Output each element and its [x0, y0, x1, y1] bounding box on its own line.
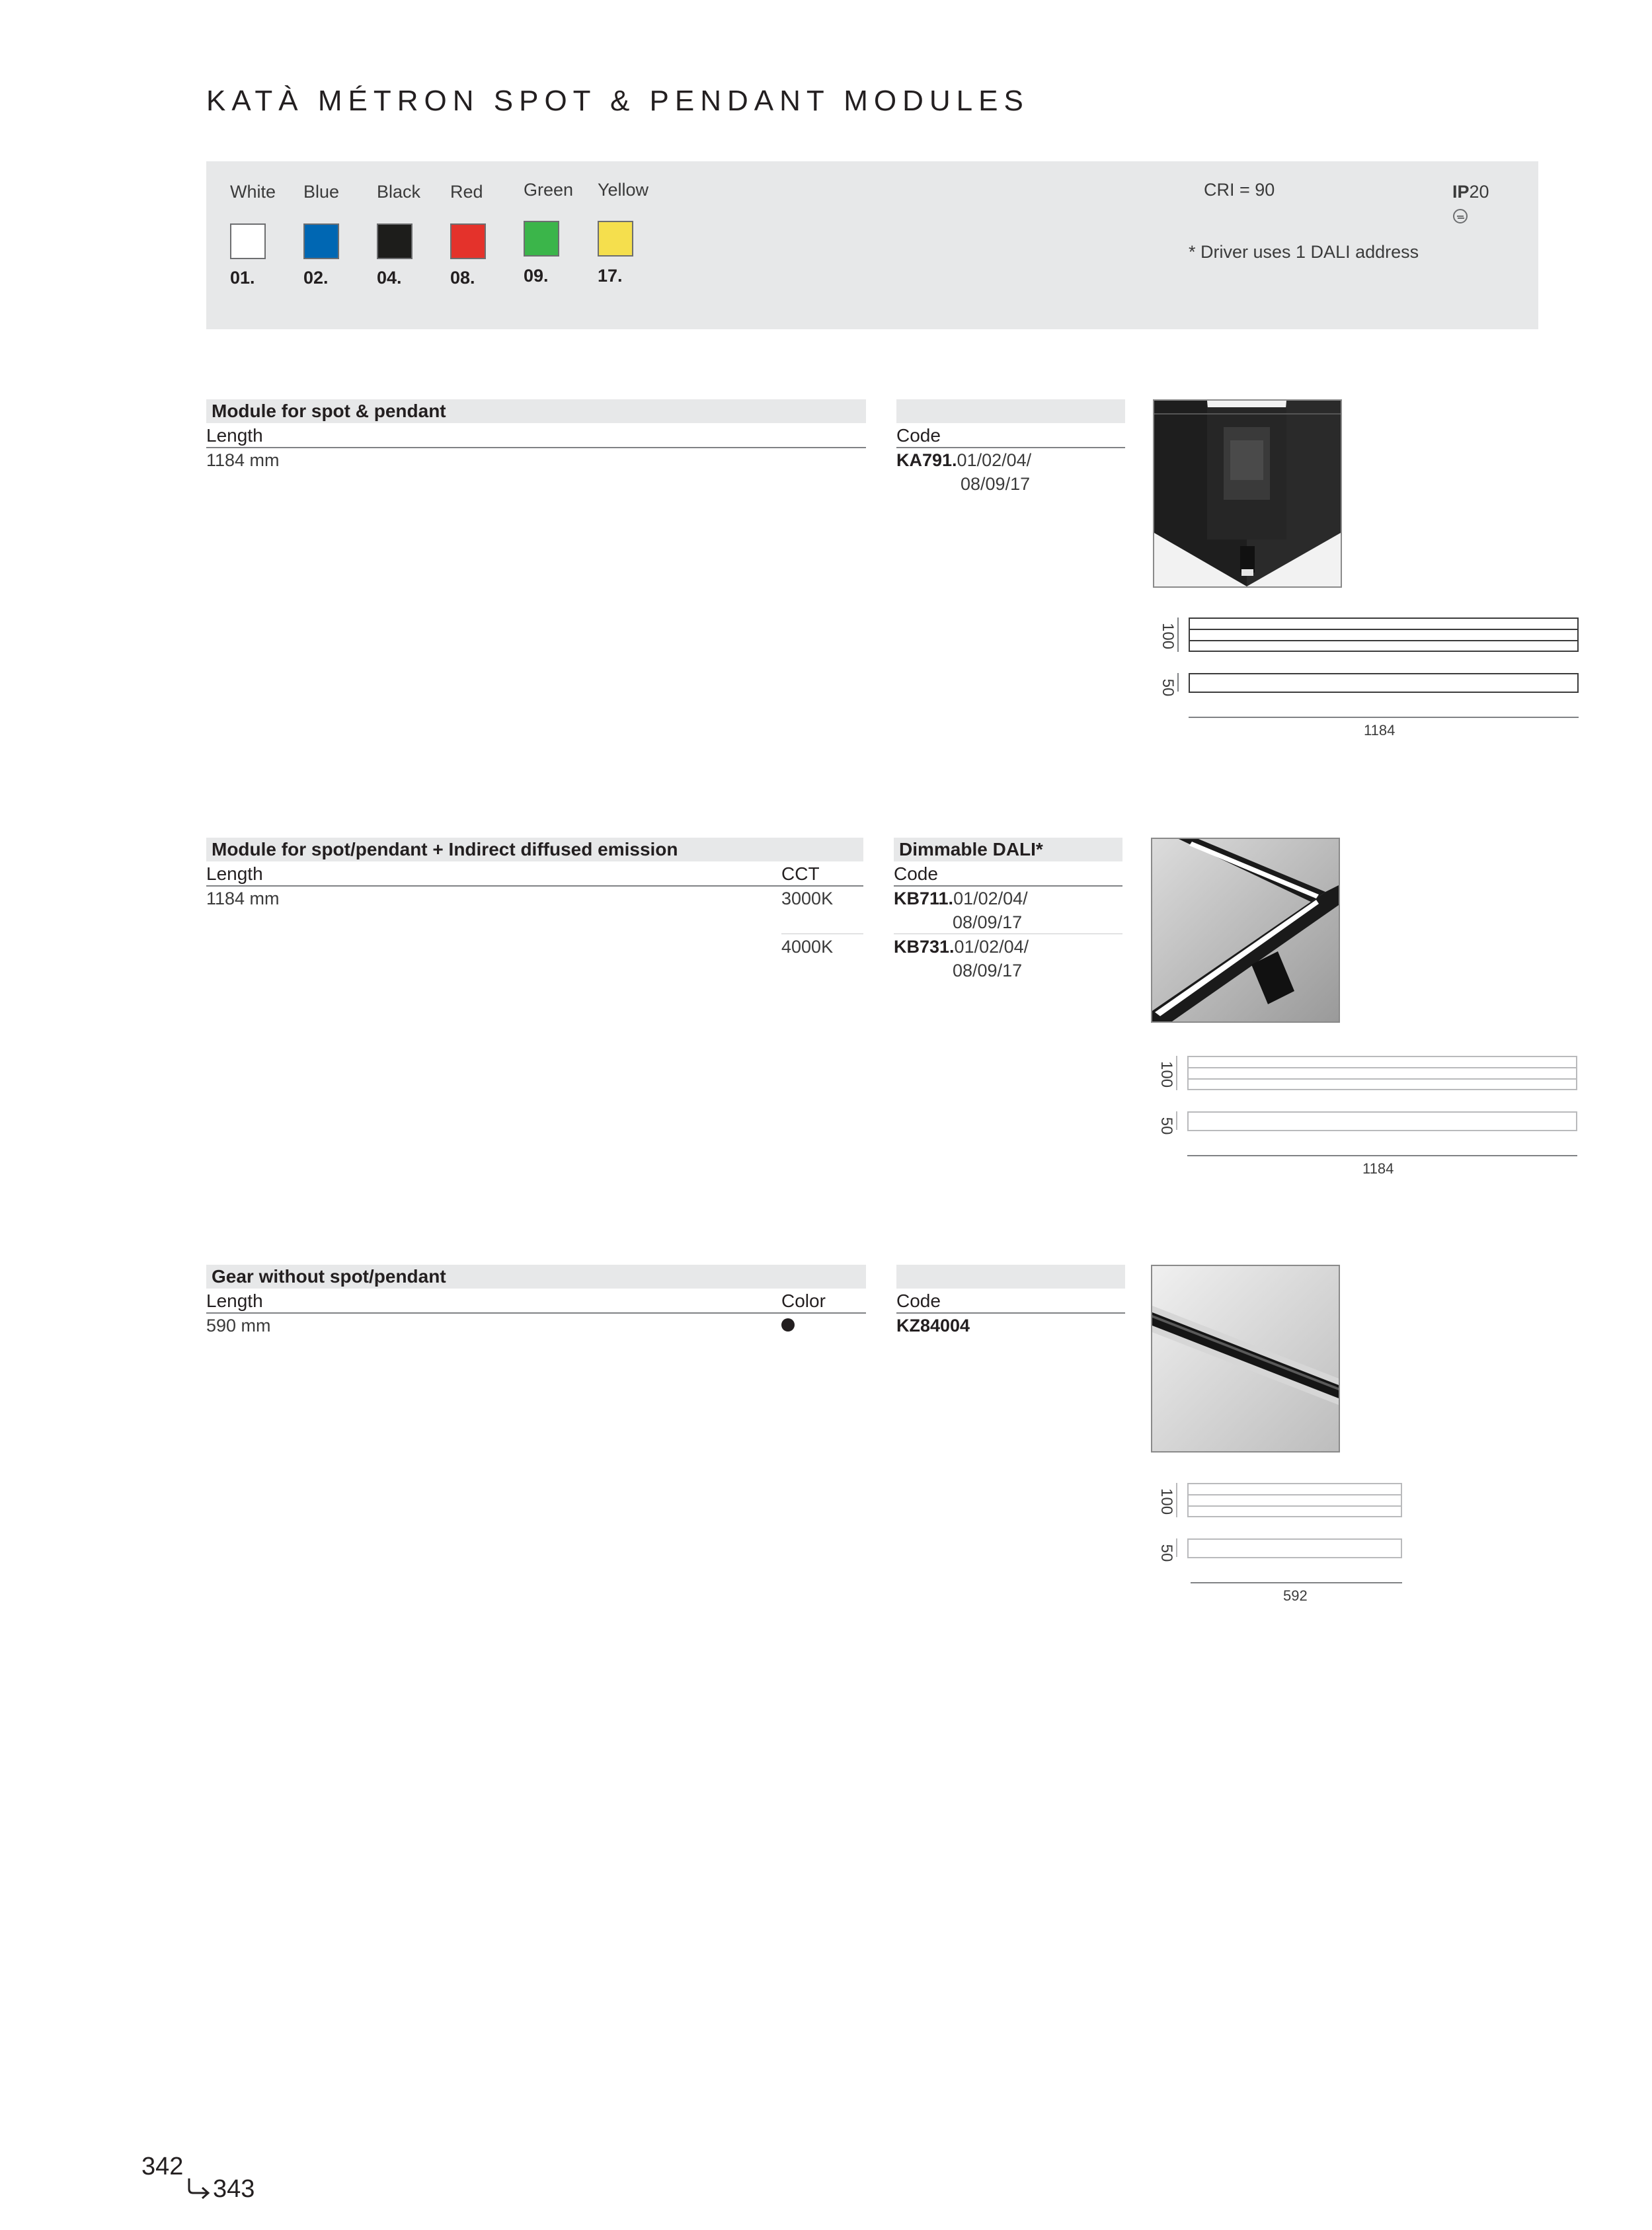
product-2-header: Module for spot/pendant + Indirect diffused emission	[206, 838, 863, 861]
color-name-black: Black	[377, 182, 421, 202]
product-2-code-2-line2: 08/09/17	[953, 961, 1023, 980]
product-2-code-2	[894, 935, 1029, 959]
product-2-rule	[206, 885, 863, 887]
product-1-dim-height: 100	[1159, 623, 1177, 650]
product-3-dim-length: 592	[1283, 1587, 1308, 1604]
color-swatch-white	[230, 223, 266, 259]
color-name-blue: Blue	[303, 182, 340, 202]
product-3-profile-top	[1187, 1538, 1402, 1558]
product-2-dim-height-line	[1176, 1056, 1177, 1090]
product-3-color-label: Color	[781, 1291, 826, 1311]
color-code-red: 08.	[450, 268, 475, 288]
product-3-profile-side-line1	[1189, 1494, 1401, 1495]
product-2-photo	[1151, 838, 1340, 1023]
color-name-green: Green	[524, 180, 574, 200]
product-1-dim-depth: 50	[1159, 678, 1177, 697]
page-title: KATÀ MÉTRON SPOT & PENDANT MODULES	[206, 85, 1029, 117]
product-1-code-prefix: KA791.	[896, 450, 957, 470]
product-2-code-2-prefix: KB731.	[894, 937, 955, 957]
product-2-code-1-line2: 08/09/17	[953, 912, 1023, 932]
product-2-dim-length: 1184	[1362, 1160, 1394, 1177]
color-code-black: 04.	[377, 268, 402, 288]
product-2-code-1	[894, 887, 1028, 910]
product-3-code: KZ84004	[896, 1316, 970, 1335]
product-2-cct-1: 3000K	[781, 889, 834, 908]
product-2-dim-height: 100	[1158, 1061, 1175, 1088]
product-2-profile-side	[1187, 1056, 1577, 1090]
product-1-rule	[206, 447, 866, 448]
product-1-illustration	[1154, 401, 1341, 586]
product-2-dim-depth-line	[1176, 1111, 1177, 1130]
product-3-profile-side-line2	[1189, 1505, 1401, 1507]
product-3-dim-depth-line	[1176, 1538, 1177, 1557]
ground-icon	[1453, 209, 1468, 223]
product-2-profile-side-line1	[1189, 1067, 1576, 1068]
ip-label: IP	[1452, 182, 1470, 202]
product-3-dim-length-line	[1191, 1582, 1402, 1583]
product-3-length-label: Length	[206, 1291, 263, 1311]
color-code-yellow: 17.	[598, 266, 623, 286]
product-1-photo	[1153, 399, 1342, 588]
product-1-code-line2: 08/09/17	[961, 474, 1031, 494]
product-3-color-dot	[781, 1318, 795, 1332]
product-1-dim-length: 1184	[1364, 722, 1396, 738]
product-2-cct-label: CCT	[781, 863, 820, 884]
product-1-code-header	[896, 399, 1125, 423]
color-swatch-black	[377, 223, 413, 259]
next-page-number: 343	[213, 2175, 255, 2203]
color-swatch-red	[450, 223, 486, 259]
driver-note: * Driver uses 1 DALI address	[1189, 242, 1419, 262]
page-number: 342	[141, 2153, 184, 2180]
product-3-dim-depth: 50	[1158, 1544, 1175, 1562]
color-name-white: White	[230, 182, 276, 202]
cri-value: CRI = 90	[1204, 180, 1275, 200]
product-2-code-header: Dimmable DALI*	[894, 838, 1122, 861]
color-code-blue: 02.	[303, 268, 329, 288]
product-1-length: 1184 mm	[206, 450, 280, 470]
color-swatch-yellow	[598, 221, 633, 257]
product-2-code-2-line1: 01/02/04/	[954, 937, 1029, 957]
product-1-code	[896, 448, 1031, 472]
product-2-profile-side-line2	[1189, 1078, 1576, 1080]
product-3-code-label: Code	[896, 1291, 941, 1311]
product-1-dim-length-line	[1189, 717, 1579, 718]
color-swatch-blue	[303, 223, 339, 259]
product-1-profile-side	[1189, 617, 1579, 652]
product-3-code-header	[896, 1265, 1125, 1289]
product-1-profile-top	[1189, 673, 1579, 693]
next-page-link[interactable]	[186, 2175, 255, 2204]
product-1-profile-side-line2	[1190, 640, 1577, 641]
product-1-header: Module for spot & pendant	[206, 399, 866, 423]
product-1-length-label: Length	[206, 425, 263, 446]
product-2-dim-length-line	[1187, 1155, 1577, 1156]
ip-value: 20	[1469, 182, 1489, 202]
product-3-profile-side	[1187, 1483, 1402, 1517]
product-3-rule	[206, 1312, 866, 1314]
product-3-length: 590 mm	[206, 1316, 271, 1335]
product-2-illustration	[1152, 839, 1339, 1021]
product-1-dim-depth-line	[1177, 673, 1179, 692]
product-3-header: Gear without spot/pendant	[206, 1265, 866, 1289]
color-name-yellow: Yellow	[598, 180, 649, 200]
product-1-dim-height-line	[1177, 617, 1179, 652]
product-1-code-label: Code	[896, 425, 941, 446]
product-1-profile-side-line1	[1190, 629, 1577, 630]
product-2-dim-depth: 50	[1158, 1117, 1175, 1135]
product-2-length: 1184 mm	[206, 889, 280, 908]
product-3-photo	[1151, 1265, 1340, 1453]
product-2-profile-top	[1187, 1111, 1577, 1131]
product-3-dim-height-line	[1176, 1483, 1177, 1517]
product-1-code-line1: 01/02/04/	[957, 450, 1032, 470]
color-swatch-green	[524, 221, 559, 257]
product-2-code-label: Code	[894, 863, 938, 884]
color-code-green: 09.	[524, 266, 549, 286]
ip-rating	[1452, 182, 1489, 202]
product-2-cct-2: 4000K	[781, 937, 834, 957]
color-code-white: 01.	[230, 268, 255, 288]
product-3-illustration	[1152, 1266, 1339, 1451]
color-name-red: Red	[450, 182, 483, 202]
product-2-code-1-prefix: KB711.	[894, 889, 954, 908]
product-3-dim-height: 100	[1158, 1488, 1175, 1515]
product-2-length-label: Length	[206, 863, 263, 884]
return-arrow-icon	[186, 2176, 213, 2200]
product-2-code-1-line1: 01/02/04/	[953, 889, 1028, 908]
